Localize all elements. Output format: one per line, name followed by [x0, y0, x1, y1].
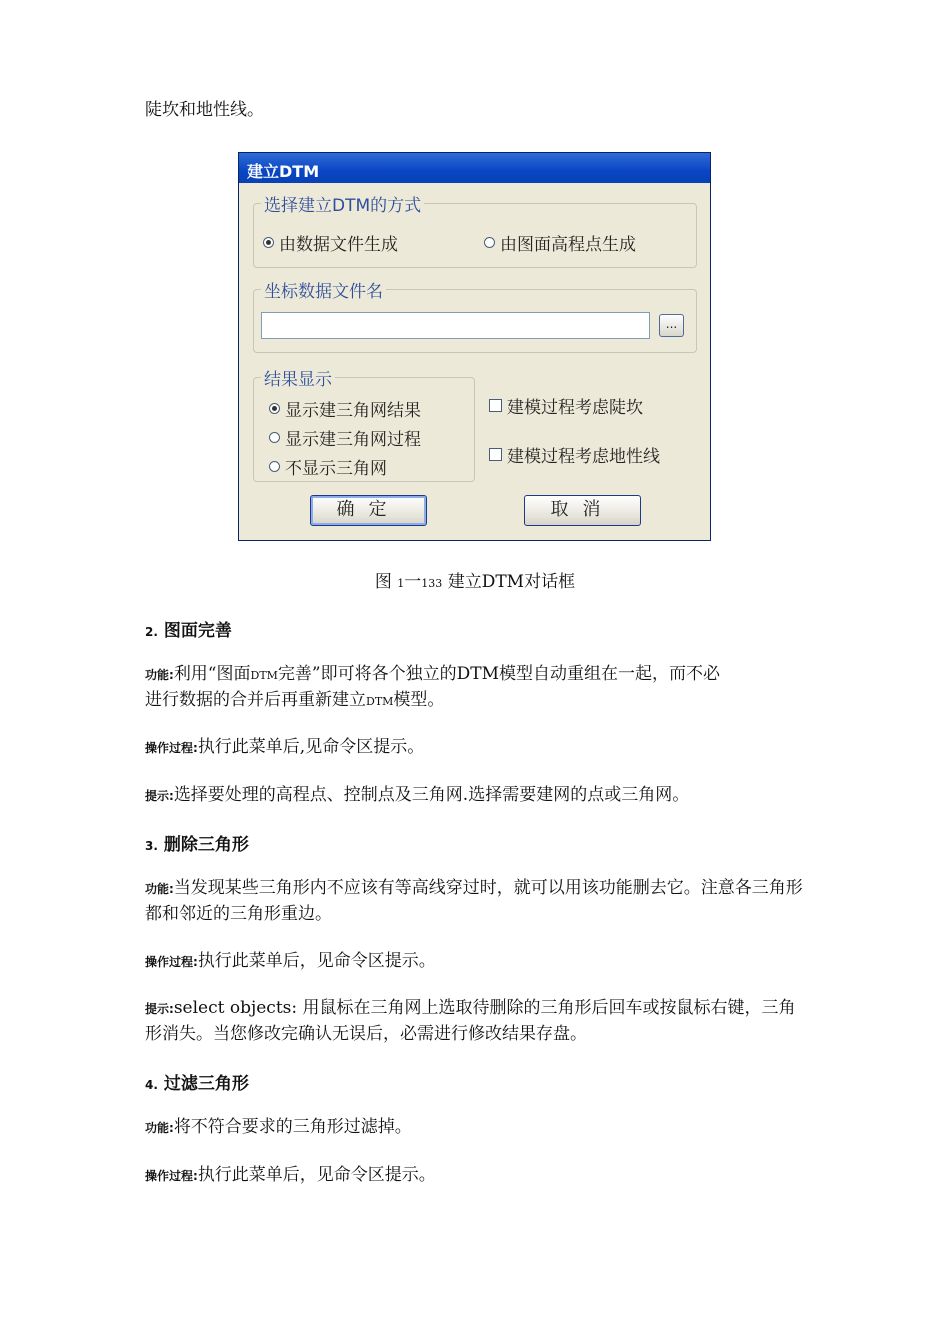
- radio-show-result-dot[interactable]: [269, 403, 280, 414]
- text-run: 执行此菜单后，见命令区提示。: [197, 951, 436, 971]
- radio-from-file-dot[interactable]: [263, 237, 274, 248]
- checkbox-steep[interactable]: [489, 393, 643, 418]
- paragraph-hint: [145, 783, 810, 809]
- section-title: 过滤三角形: [163, 1074, 249, 1094]
- section-heading: [145, 616, 232, 641]
- caption-prefix: 图: [374, 572, 392, 592]
- radio-from-map-label: 由图面高程点生成: [500, 235, 636, 255]
- radio-from-map[interactable]: [484, 230, 636, 255]
- operation-label: 操作过程:: [145, 955, 198, 969]
- browse-button[interactable]: ...: [659, 314, 684, 337]
- radio-show-process[interactable]: [269, 425, 421, 450]
- text-run: 模型。: [393, 690, 445, 710]
- radio-no-display-label: 不显示三角网: [285, 459, 387, 479]
- paragraph-operation: [145, 735, 810, 761]
- paragraph-hint: [145, 996, 810, 1047]
- radio-from-file-label: 由数据文件生成: [279, 235, 398, 255]
- function-label: 功能:: [145, 882, 174, 896]
- text-run: select objects: 用鼠标在三角网上选取待删除的三角形后回车或按鼠标右键，三角形消失。当您修改完确认无误后，必需进行修改结果存盘。: [145, 998, 796, 1044]
- radio-show-process-label: 显示建三角网过程: [285, 430, 421, 450]
- paragraph-function: [145, 876, 810, 927]
- text-run: 当发现某些三角形内不应该有等高线穿过时，就可以用该功能删去它。注意各三角形都和邻近的三角形重边。: [145, 878, 803, 924]
- caption-text: 建立DTM对话框: [447, 572, 576, 592]
- radio-show-process-dot[interactable]: [269, 432, 280, 443]
- function-label: 功能:: [145, 1121, 174, 1135]
- radio-from-map-dot[interactable]: [484, 237, 495, 248]
- checkbox-terrain-label: 建模过程考虑地性线: [507, 447, 660, 467]
- radio-no-display-dot[interactable]: [269, 461, 280, 472]
- caption-dash: 一: [404, 572, 422, 592]
- paragraph-function: [145, 662, 810, 714]
- operation-label: 操作过程:: [145, 1169, 198, 1183]
- text-run: 将不符合要求的三角形过滤掉。: [173, 1117, 412, 1137]
- radio-show-result-label: 显示建三角网结果: [285, 401, 421, 421]
- checkbox-terrain-box[interactable]: [489, 448, 502, 461]
- text-run: 执行此菜单后,见命令区提示。: [197, 737, 425, 757]
- caption-num1: 1: [397, 577, 405, 590]
- section-heading: [145, 1069, 249, 1094]
- text-run: 选择要处理的高程点、控制点及三角网.选择需要建网的点或三角网。: [173, 785, 690, 805]
- radio-show-result[interactable]: [269, 396, 421, 421]
- hint-label: 提示:: [145, 1002, 174, 1016]
- hint-label: 提示:: [145, 789, 174, 803]
- paragraph-operation: [145, 949, 810, 975]
- section-number: 3.: [145, 839, 158, 853]
- section-title: 删除三角形: [163, 835, 249, 855]
- checkbox-steep-box[interactable]: [489, 399, 502, 412]
- caption-num2: 133: [421, 577, 443, 590]
- checkbox-terrain-line[interactable]: [489, 442, 660, 467]
- text-run: 完善”即可将各个独立的DTM模型自动重组在一起，而不必: [277, 664, 721, 684]
- figure-caption: [0, 567, 950, 592]
- build-dtm-dialog: [238, 152, 711, 541]
- result-group-legend: 结果显示: [261, 365, 335, 390]
- cancel-button[interactable]: 取消: [524, 495, 641, 526]
- radio-no-display[interactable]: [269, 454, 387, 479]
- text-run: DTM: [366, 695, 394, 708]
- text-run: 利用“图面: [173, 664, 251, 684]
- section-title: 图面完善: [163, 621, 232, 641]
- file-group-legend: 坐标数据文件名: [261, 277, 386, 302]
- ok-button[interactable]: 确定: [310, 495, 427, 526]
- text-run: 执行此菜单后，见命令区提示。: [197, 1165, 436, 1185]
- dialog-title: 建立DTM: [247, 162, 320, 181]
- section-number: 2.: [145, 625, 158, 639]
- section-number: 4.: [145, 1078, 158, 1092]
- operation-label: 操作过程:: [145, 741, 198, 755]
- dialog-titlebar: [239, 153, 710, 183]
- paragraph-operation: [145, 1163, 810, 1189]
- text-run: DTM: [250, 669, 278, 682]
- radio-from-file[interactable]: [263, 230, 398, 255]
- intro-line: 陡坎和地性线。: [145, 100, 264, 120]
- text-run: 进行数据的合并后再重新建立: [145, 690, 366, 710]
- paragraph-function: [145, 1115, 810, 1141]
- checkbox-steep-label: 建模过程考虑陡坎: [507, 398, 643, 418]
- method-group-legend: 选择建立DTM的方式: [261, 191, 424, 216]
- function-label: 功能:: [145, 668, 174, 682]
- coordinate-file-input[interactable]: [261, 312, 650, 339]
- section-heading: [145, 830, 249, 855]
